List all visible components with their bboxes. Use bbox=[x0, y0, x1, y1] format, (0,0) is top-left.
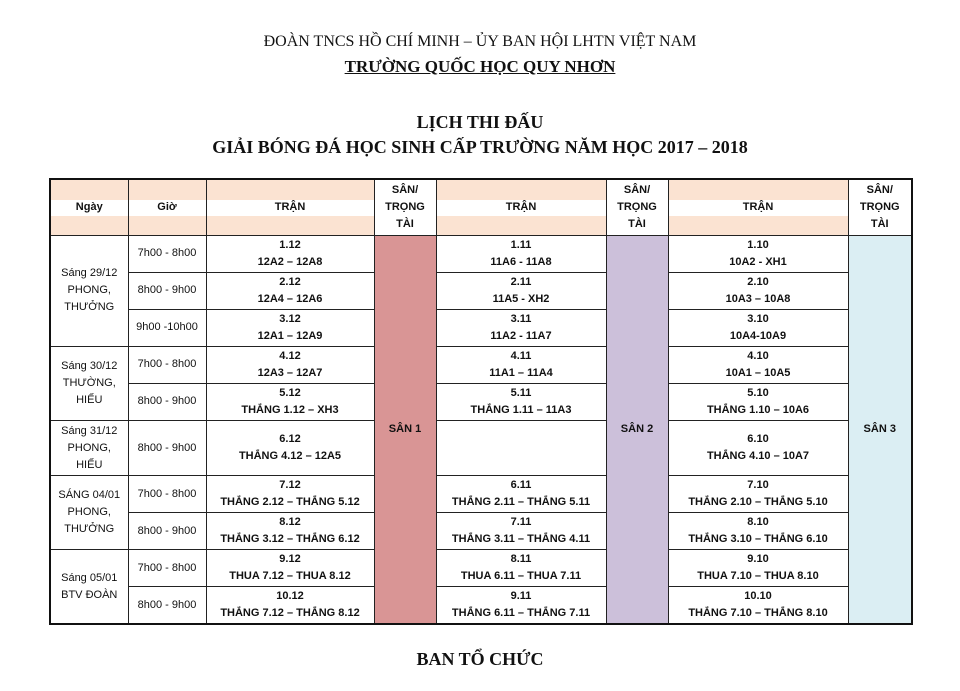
col-header-match-2: TRẬN bbox=[436, 179, 606, 235]
match-cell: 4.10 10A1 – 10A5 bbox=[668, 346, 848, 383]
field-3-cell: SÂN 3 bbox=[848, 235, 912, 624]
time-cell: 8h00 - 9h00 bbox=[128, 272, 206, 309]
schedule-title: LỊCH THI ĐẤU bbox=[416, 112, 544, 132]
match-cell: 3.12 12A1 – 12A9 bbox=[206, 309, 374, 346]
time-cell: 9h00 -10h00 bbox=[128, 309, 206, 346]
table-row bbox=[50, 383, 912, 420]
match-cell: 8.12 THẮNG 3.12 – THẮNG 6.12 bbox=[206, 513, 374, 550]
tournament-subtitle: GIẢI BÓNG ĐÁ HỌC SINH CẤP TRƯỜNG NĂM HỌC 2017 – 2018 bbox=[212, 137, 748, 157]
table-row bbox=[50, 587, 912, 624]
time-cell: 8h00 - 9h00 bbox=[128, 513, 206, 550]
match-cell: 2.10 10A3 – 10A8 bbox=[668, 272, 848, 309]
match-cell: 3.11 11A2 - 11A7 bbox=[436, 309, 606, 346]
match-cell: 4.11 11A1 – 11A4 bbox=[436, 346, 606, 383]
match-cell: 6.10 THẮNG 4.10 – 10A7 bbox=[668, 420, 848, 475]
match-cell: 8.10 THẮNG 3.10 – THẮNG 6.10 bbox=[668, 513, 848, 550]
match-cell: 3.10 10A4-10A9 bbox=[668, 309, 848, 346]
day-cell: Sáng 31/12 PHONG, HIẾU bbox=[50, 420, 128, 475]
organization-line: ĐOÀN TNCS HỒ CHÍ MINH – ỦY BAN HỘI LHTN VIỆT NAM bbox=[263, 33, 697, 50]
match-cell: 5.11 THẮNG 1.11 – 11A3 bbox=[436, 383, 606, 420]
col-header-time: Giờ bbox=[128, 179, 206, 235]
match-cell: 6.12 THẮNG 4.12 – 12A5 bbox=[206, 420, 374, 475]
match-cell: 1.10 10A2 - XH1 bbox=[668, 235, 848, 272]
table-row bbox=[50, 235, 912, 272]
time-cell: 8h00 - 9h00 bbox=[128, 420, 206, 475]
day-cell: SÁNG 04/01 PHONG, THƯỞNG bbox=[50, 476, 128, 550]
col-header-match-3: TRẬN bbox=[668, 179, 848, 235]
match-cell: 1.12 12A2 – 12A8 bbox=[206, 235, 374, 272]
school-name: TRƯỜNG QUỐC HỌC QUY NHƠN bbox=[344, 57, 616, 76]
col-header-match-1: TRẬN bbox=[206, 179, 374, 235]
time-cell: 7h00 - 8h00 bbox=[128, 346, 206, 383]
time-cell: 7h00 - 8h00 bbox=[128, 476, 206, 513]
table-row bbox=[50, 272, 912, 309]
match-cell: 9.11 THẮNG 6.11 – THẮNG 7.11 bbox=[436, 587, 606, 624]
match-cell: 6.11 THẮNG 2.11 – THẮNG 5.11 bbox=[436, 476, 606, 513]
table-row bbox=[50, 309, 912, 346]
match-cell: 4.12 12A3 – 12A7 bbox=[206, 346, 374, 383]
match-cell: 10.10 THẮNG 7.10 – THẮNG 8.10 bbox=[668, 587, 848, 624]
field-2-cell: SÂN 2 bbox=[606, 235, 668, 624]
table-row bbox=[50, 476, 912, 513]
col-header-field-1: SÂN/ TRỌNG TÀI bbox=[374, 179, 436, 235]
time-cell: 7h00 - 8h00 bbox=[128, 235, 206, 272]
table-row bbox=[50, 513, 912, 550]
col-header-field-3: SÂN/ TRỌNG TÀI bbox=[848, 179, 912, 235]
day-cell: Sáng 05/01 BTV ĐOÀN bbox=[50, 550, 128, 624]
time-cell: 8h00 - 9h00 bbox=[128, 383, 206, 420]
col-header-field-2: SÂN/ TRỌNG TÀI bbox=[606, 179, 668, 235]
match-cell: 7.11 THẮNG 3.11 – THẮNG 4.11 bbox=[436, 513, 606, 550]
match-cell: 2.12 12A4 – 12A6 bbox=[206, 272, 374, 309]
table-row bbox=[50, 346, 912, 383]
match-cell: 10.12 THẮNG 7.12 – THẮNG 8.12 bbox=[206, 587, 374, 624]
match-cell: 9.10 THUA 7.10 – THUA 8.10 bbox=[668, 550, 848, 587]
match-cell: 1.11 11A6 - 11A8 bbox=[436, 235, 606, 272]
day-cell: Sáng 30/12 THƯỜNG, HIẾU bbox=[50, 346, 128, 420]
match-cell: 9.12 THUA 7.12 – THUA 8.12 bbox=[206, 550, 374, 587]
field-1-cell: SÂN 1 bbox=[374, 235, 436, 624]
match-cell: 8.11 THUA 6.11 – THUA 7.11 bbox=[436, 550, 606, 587]
time-cell: 8h00 - 9h00 bbox=[128, 587, 206, 624]
match-cell: 7.10 THẮNG 2.10 – THẮNG 5.10 bbox=[668, 476, 848, 513]
match-cell: 5.10 THẮNG 1.10 – 10A6 bbox=[668, 383, 848, 420]
time-cell: 7h00 - 8h00 bbox=[128, 550, 206, 587]
col-header-day: Ngày bbox=[50, 179, 128, 235]
match-cell: 7.12 THẮNG 2.12 – THẮNG 5.12 bbox=[206, 476, 374, 513]
day-cell: Sáng 29/12 PHONG, THƯỞNG bbox=[50, 235, 128, 346]
table-row bbox=[50, 550, 912, 587]
match-cell: 5.12 THẮNG 1.12 – XH3 bbox=[206, 383, 374, 420]
organizer-signature: BAN TỔ CHỨC bbox=[416, 649, 544, 669]
table-row bbox=[50, 420, 912, 475]
match-cell bbox=[436, 420, 606, 475]
schedule-table bbox=[49, 178, 913, 625]
match-cell: 2.11 11A5 - XH2 bbox=[436, 272, 606, 309]
